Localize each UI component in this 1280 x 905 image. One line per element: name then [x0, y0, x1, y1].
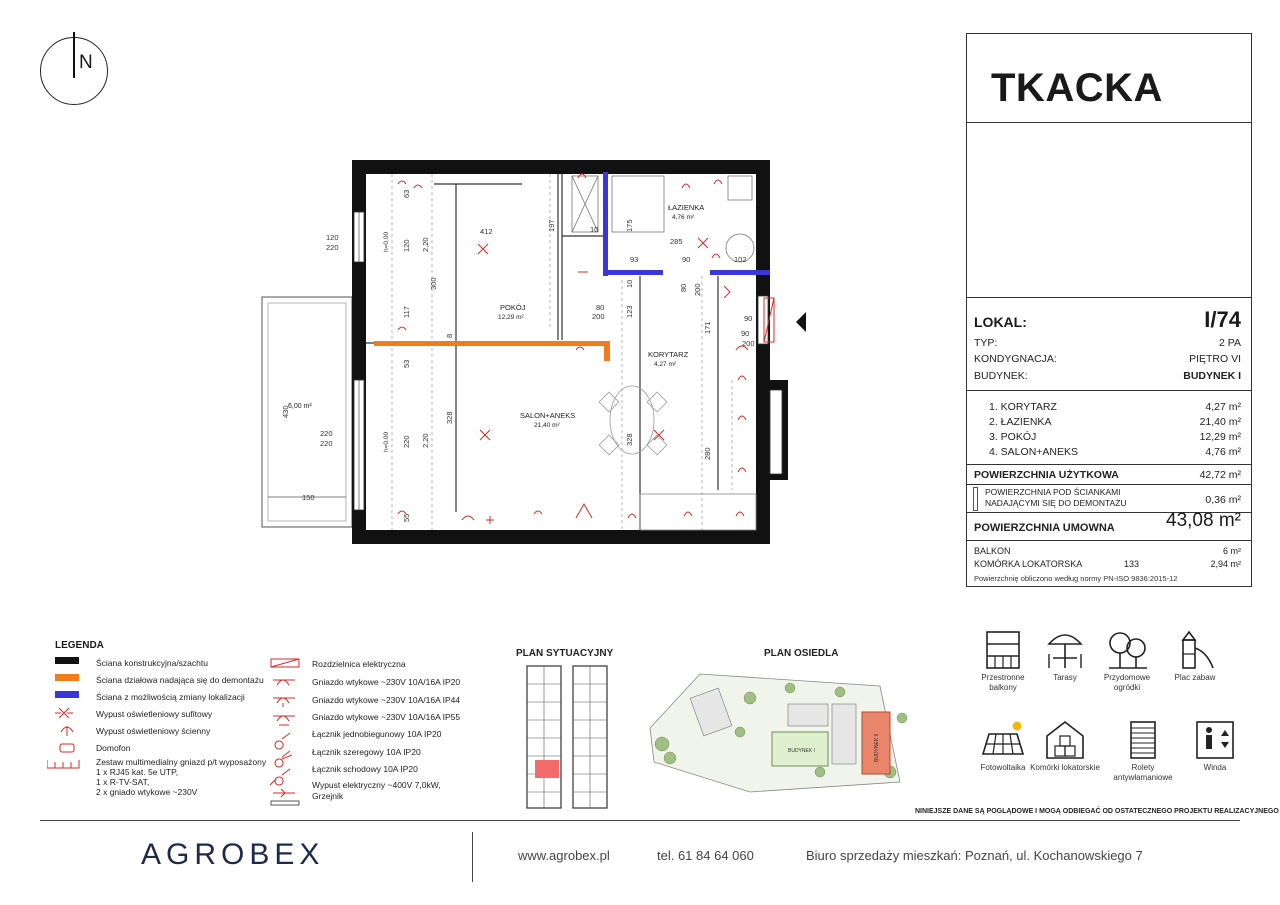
legend-heading: LEGENDA [55, 640, 104, 651]
playground-icon [1173, 630, 1217, 670]
bathroom-fixtures [572, 176, 754, 262]
legend-item: Wypust oświetleniowy sufitowy [96, 709, 213, 719]
dim-220-door-b: 220 [320, 439, 333, 448]
dim-328-a: 328 [445, 411, 454, 424]
usable-area-value: 42,72 m² [1199, 469, 1241, 481]
dim-123: 123 [625, 305, 634, 318]
room-name-pokoj: POKÓJ [500, 303, 526, 312]
plan-osiedla-label: PLAN OSIEDLA [764, 648, 839, 659]
room-area-salon: 21,40 m² [534, 422, 560, 429]
legend-item: 1 x R-TV-SAT, [96, 777, 150, 787]
amenity-solar [968, 720, 1038, 773]
legend-item: Łącznik schodowy 10A IP20 [312, 764, 418, 774]
dim-2-20-b: 2,20 [421, 433, 430, 448]
dim-h-a: h=0,00 [383, 231, 390, 252]
storage-boxes-icon [1043, 720, 1087, 760]
building-value: BUDYNEK I [1183, 370, 1241, 382]
dim-300: 300 [429, 277, 438, 290]
electrical-symbols [398, 174, 748, 524]
legend-item: Ściana działowa nadająca się do demontażu [96, 675, 264, 685]
dim-280: 280 [703, 447, 712, 460]
footer-divider [472, 832, 473, 882]
legend [45, 640, 465, 800]
disclaimer: NINIEJSZE DANE SĄ POGLĄDOWE I MOGĄ ODBIEGAĆ OD OSTATECZNEGO PROJEKTU REALIZACYJNEGO [915, 808, 1279, 815]
walls-hatch-swatch [973, 487, 978, 511]
divider [967, 464, 1251, 465]
amenity-gardens [1092, 630, 1162, 693]
legend-item: Gniazdo wtykowe ~230V 10A/16A IP20 [312, 677, 461, 687]
dim-120: 120 [402, 239, 411, 252]
project-title: TKACKA [991, 66, 1163, 110]
legend-item: Domofon [96, 743, 131, 753]
room-row-value: 4,27 m² [1205, 401, 1241, 413]
agrobex-logo: AGROBEX [141, 838, 325, 871]
lokal-label: LOKAL: [974, 314, 1027, 330]
legend-item: Grzejnik [312, 791, 344, 801]
dim-150: 150 [302, 493, 315, 502]
floor-label: KONDYGNACJA: [974, 353, 1057, 365]
lokal-value: I/74 [1204, 307, 1241, 332]
structural-wall-swatch [55, 657, 79, 664]
amenity-label: Tarasy [1053, 673, 1077, 682]
walls-label-2: NADAJĄCYMI SIĘ DO DEMONTAŻU [985, 498, 1127, 508]
amenity-label: Fotowoltaika [980, 763, 1026, 772]
dim-285: 285 [670, 237, 683, 246]
walls-value: 0,36 m² [1205, 494, 1241, 506]
divider [967, 390, 1251, 391]
dim-80-b: 80 [596, 303, 605, 312]
dim-200-c: 200 [742, 339, 755, 348]
area-norm-note: Powierzchnię obliczono według normy PN-ISO 9836:2015-12 [974, 574, 1178, 583]
dim-197: 197 [547, 219, 556, 232]
legend-item: 2 x gniado wtykowe ~230V [96, 787, 198, 797]
dim-80-a: 80 [679, 283, 688, 292]
blinds-icon [1121, 720, 1165, 760]
legend-item: Wypust oświetleniowy ścienny [96, 726, 211, 736]
apartment-info-panel [966, 33, 1252, 587]
room-row-label: 1. KORYTARZ [989, 401, 1057, 413]
dim-53: 53 [402, 359, 411, 368]
footer-rule [40, 820, 1240, 821]
amenity-label: Komórki lokatorskie [1030, 763, 1100, 772]
title-box [967, 34, 1251, 123]
amenity-balconies [968, 630, 1038, 693]
room-area-pokoj: 12,29 m² [498, 314, 524, 321]
dim-10-b: 10 [625, 279, 634, 288]
building-label: BUDYNEK: [974, 370, 1028, 382]
room-name-salon: SALON+ANEKS [520, 411, 576, 420]
dim-175: 175 [625, 219, 634, 232]
legend-item: Łącznik szeregowy 10A IP20 [312, 747, 421, 757]
dim-h-b: h=0,00 [383, 431, 390, 452]
room-area-lazienka: 4,76 m² [672, 214, 695, 221]
room-row-value: 4,76 m² [1205, 446, 1241, 458]
dim-63: 63 [402, 189, 411, 198]
sales-office-address: Biuro sprzedaży mieszkań: Poznań, ul. Kochanowskiego 7 [806, 848, 1143, 863]
dim-430: 430 [281, 405, 290, 418]
garden-trees-icon [1105, 630, 1149, 670]
building-ii-label: BUDYNEK II [874, 733, 880, 762]
divider [967, 297, 1251, 298]
amenity-blinds [1108, 720, 1178, 783]
legend-item: Rozdzielnica elektryczna [312, 659, 406, 669]
legend-item: 1 x RJ45 kat. 5e UTP, [96, 767, 179, 777]
contract-area-value: 43,08 m² [1166, 510, 1241, 531]
amenity-terraces [1030, 630, 1100, 683]
balcony-icon [981, 630, 1025, 670]
komorka-label: KOMÓRKA LOKATORSKA [974, 559, 1083, 569]
dim-220-door-a: 220 [320, 429, 333, 438]
plan-sytuacyjny-label: PLAN SYTUACYJNY [516, 648, 614, 659]
balcony-area: 6,00 m² [288, 403, 312, 410]
dim-171: 171 [703, 321, 712, 334]
room-row-label: 2. ŁAZIENKA [989, 416, 1052, 428]
structural-walls [352, 160, 788, 544]
entrance-arrow [796, 312, 806, 332]
legend-item: Ściana z możliwością zmiany lokalizacji [96, 692, 245, 702]
legend-item: Gniazdo wtykowe ~230V 10A/16A IP44 [312, 695, 461, 705]
room-name-korytarz: KORYTARZ [648, 350, 689, 359]
floor-value: PIĘTRO VI [1189, 353, 1241, 365]
amenity-playground [1160, 630, 1230, 683]
balkon-value: 6 m² [1223, 546, 1241, 556]
room-row-value: 21,40 m² [1199, 416, 1241, 428]
website-link[interactable]: www.agrobex.pl [518, 848, 610, 863]
solar-panel-icon [981, 720, 1025, 760]
komorka-number: 133 [1124, 559, 1140, 569]
amenity-storage [1030, 720, 1100, 773]
room-row-label: 3. POKÓJ [989, 431, 1037, 443]
balkon-label: BALKON [974, 546, 1011, 556]
legend-item: Gniazdo wtykowe ~230V 10A/16A IP55 [312, 712, 461, 722]
phone-number[interactable]: tel. 61 84 64 060 [657, 848, 754, 863]
legend-item: Ściana konstrukcyjna/szachtu [96, 658, 208, 668]
demountable-wall-swatch [55, 674, 79, 681]
room-row-label: 4. SALON+ANEKS [989, 446, 1078, 458]
umbrella-table-icon [1043, 630, 1087, 670]
room-name-lazienka: ŁAZIENKA [668, 203, 705, 212]
building-i-label: BUDYNEK I [788, 748, 815, 754]
dim-200-b: 200 [592, 312, 605, 321]
dim-220: 220 [402, 435, 411, 448]
type-value: 2 PA [1219, 337, 1241, 349]
legend-item: Zestaw multimedialny gniazd p/t wyposażony [96, 757, 267, 767]
dim-8: 8 [445, 333, 454, 338]
amenity-label: Przydomowe ogródki [1103, 673, 1151, 692]
demountable-wall-end [604, 341, 610, 361]
dim-102: 102 [734, 255, 747, 264]
dim-200-a: 200 [693, 283, 702, 296]
dim-2-20-a: 2,20 [421, 237, 430, 252]
dim-55: 55 [402, 513, 411, 522]
dim-90-b: 90 [741, 329, 750, 338]
demountable-wall [374, 341, 610, 346]
divider [967, 540, 1251, 541]
dim-328-b: 328 [625, 433, 634, 446]
legend-symbols-right [267, 655, 307, 810]
usable-area-label: POWIERZCHNIA UŻYTKOWA [974, 469, 1119, 481]
dim-220-window: 220 [326, 243, 339, 252]
plan-sytuacyjny-map [525, 664, 611, 814]
komorka-value: 2,94 m² [1210, 559, 1241, 569]
amenity-label: Plac zabaw [1174, 673, 1216, 682]
room-labels [288, 203, 704, 429]
walls-label-1: POWIERZCHNIA POD ŚCIANKAMI [985, 487, 1121, 497]
dim-10-a: 10 [590, 225, 599, 234]
dim-412: 412 [480, 227, 493, 236]
divider [967, 484, 1251, 485]
type-label: TYP: [974, 337, 998, 349]
amenity-label: Rolety antywłamaniowe [1113, 763, 1173, 782]
contract-area-label: POWIERZCHNIA UMOWNA [974, 522, 1115, 534]
plan-osiedla-map [640, 662, 920, 802]
amenity-label: Winda [1203, 763, 1227, 772]
dim-90-a: 90 [682, 255, 691, 264]
apartment-highlight [535, 760, 559, 778]
legend-item: Łącznik jednobiegunowy 10A IP20 [312, 729, 442, 739]
dim-90-c: 90 [744, 314, 753, 323]
dim-117: 117 [402, 306, 411, 318]
north-letter: N [79, 52, 93, 73]
movable-wall-swatch [55, 691, 79, 698]
room-row-value: 12,29 m² [1199, 431, 1241, 443]
elevator-icon [1193, 720, 1237, 760]
amenity-elevator [1180, 720, 1250, 773]
dim-93: 93 [630, 255, 639, 264]
dim-120-window: 120 [326, 233, 339, 242]
amenity-label: Przestronne balkony [981, 673, 1025, 692]
room-area-korytarz: 4,27 m² [654, 361, 677, 368]
legend-item: Wypust elektryczny ~400V 7,0kW, [312, 780, 441, 790]
legend-symbols-left [47, 704, 87, 854]
